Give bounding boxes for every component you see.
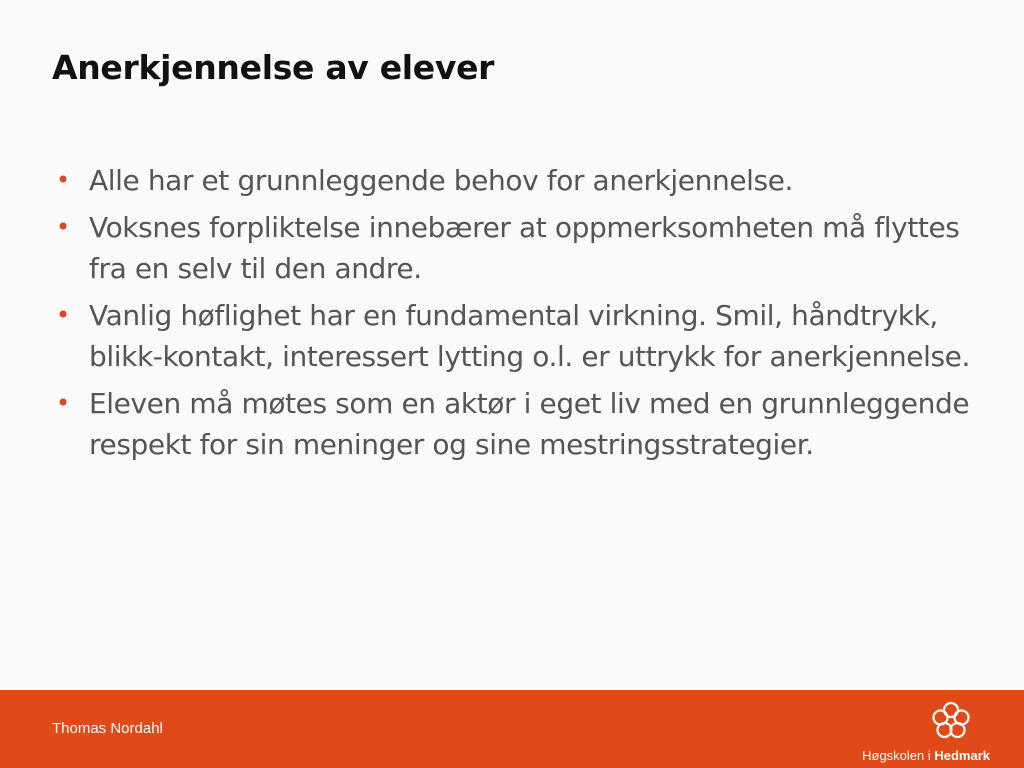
bullet-text: Voksnes forpliktelse innebærer at oppmerksomheten må flyttes fra en selv til den andre. (89, 211, 960, 285)
bullet-text: Alle har et grunnleggende behov for anerkjennelse. (89, 164, 794, 197)
flower-knot-icon (930, 700, 972, 742)
logo-text-prefix: Høgskolen i (862, 748, 935, 763)
slide-title: Anerkjennelse av elever (52, 48, 495, 87)
bullet-dot-icon: • (56, 389, 70, 417)
bullet-item (56, 295, 976, 377)
author-name: Thomas Nordahl (52, 720, 163, 737)
bullet-item (56, 383, 976, 465)
bullet-dot-icon: • (56, 166, 70, 194)
institution-logo-text (862, 748, 990, 763)
bullet-dot-icon: • (56, 213, 70, 241)
bullet-dot-icon: • (56, 301, 70, 329)
bullet-text: Eleven må møtes som en aktør i eget liv med en grunnleggende respekt for sin meninger og sine mestringsstrategier. (89, 387, 970, 461)
bullet-text: Vanlig høflighet har en fundamental virkning. Smil, håndtrykk, blikk-kontakt, interessert lytting o.l. er uttrykk for anerkjennelse. (89, 299, 970, 373)
footer-bar (0, 690, 1024, 768)
bullet-item (56, 160, 976, 201)
bullet-item (56, 207, 976, 289)
bullet-list (56, 160, 976, 471)
logo-text-bold: Hedmark (934, 748, 990, 763)
